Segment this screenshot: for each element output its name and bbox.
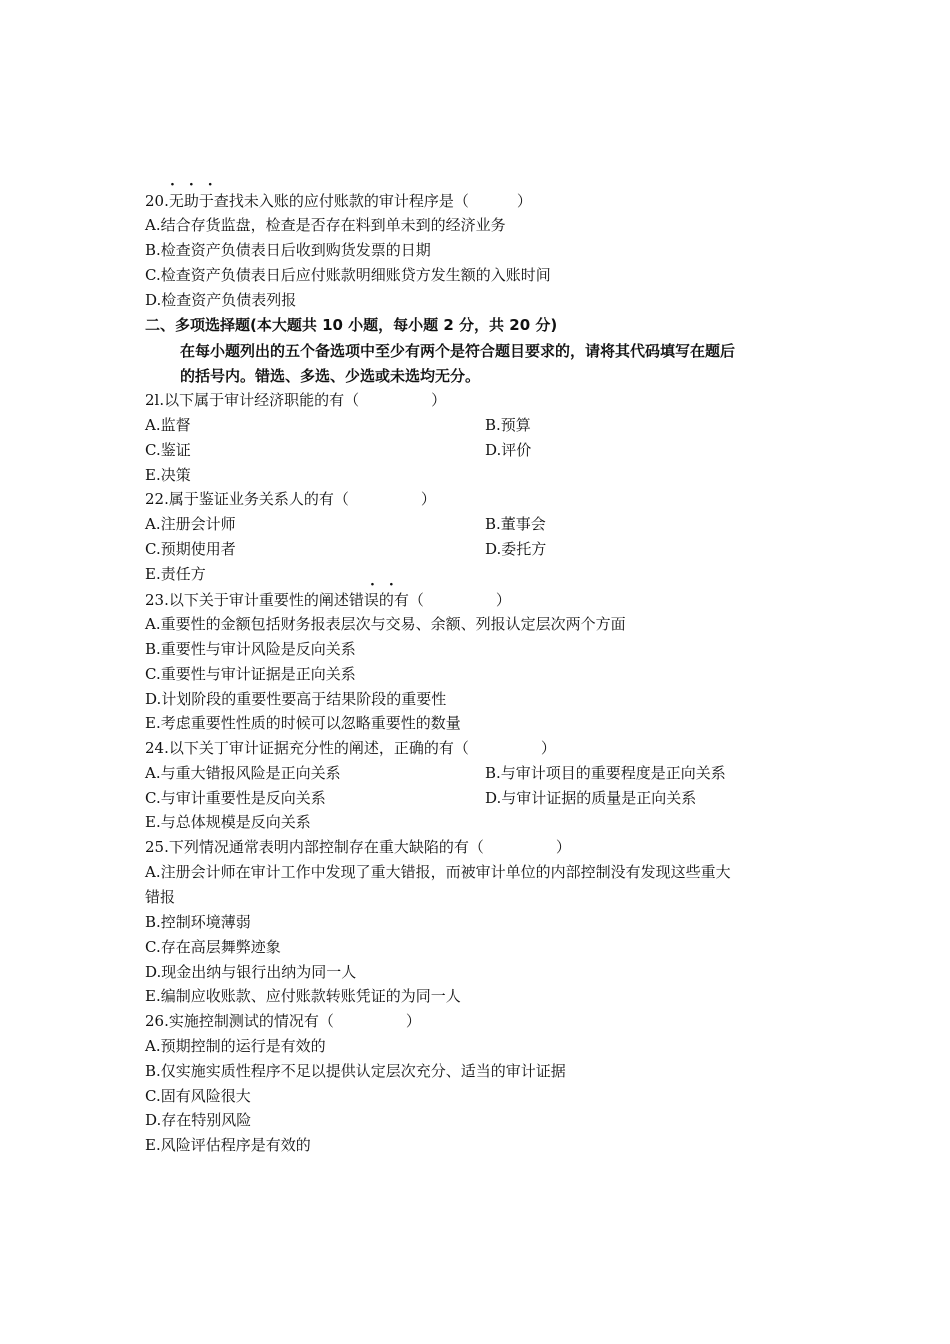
option-e: E.编制应收账款、应付账款转账凭证的为同一人 [145,987,461,1005]
option-a: A.与重大错报风险是正向关系 [145,764,341,782]
option-c: C.重要性与审计证据是正向关系 [145,665,356,683]
section-instructions: 的括号内。错选、多选、少选或未选均无分。 [180,367,481,385]
section-title: 二、多项选择题(本大题共 10 小题，每小题 2 分，共 20 分) [145,316,558,334]
option-b: B.董事会 [485,515,546,533]
option-a: A.监督 [145,416,191,434]
option-a-continued: 错报 [145,888,176,906]
question-stem: 20.无助于查找未入账的应付账款的审计程序是（ [145,192,469,210]
option-b: B.仅实施实质性程序不足以提供认定层次充分、适当的审计证据 [145,1062,566,1080]
option-c: C.检查资产负债表日后应付账款明细账贷方发生额的入账时间 [145,266,551,284]
question-stem: 24.以下关丁审计证据充分性的阐述，正确的有（ [145,739,469,757]
option-c: C.与审计重要性是反向关系 [145,789,326,807]
option-d: D.委托方 [485,540,547,558]
option-c: C.存在高层舞弊迹象 [145,938,281,956]
option-c: C.鉴证 [145,441,191,459]
question-stem: 2l.以下属于审计经济职能的有（ [145,391,360,409]
option-d: D.计划阶段的重要性要高于结果阶段的重要性 [145,690,447,708]
question-stem: 23.以下关于审计重要性的阐述错误的有（ [145,591,424,609]
option-a: A.注册会计师在审计工作中发现了重大错报，而被审计单位的内部控制没有发现这些重大 [145,863,731,881]
section-instructions: 在每小题列出的五个备选项中至少有两个是符合题目要求的，请将其代码填写在题后 [180,342,736,360]
option-e: E.责任方 [145,565,206,583]
option-b: B.重要性与审计风险是反向关系 [145,640,356,658]
option-b: B.控制环境薄弱 [145,913,251,931]
question-25: 25.下列情况通常表明内部控制存在重大缺陷的有（ ） [145,838,571,856]
question-22: 22.属于鉴证业务关系人的有（ ） [145,490,436,508]
option-e: E.决策 [145,466,191,484]
option-a: A.预期控制的运行是有效的 [145,1037,326,1055]
question-23: 23.以下关于审计重要性的阐述错误的有（ ） [145,591,511,609]
option-a: A.注册会计师 [145,515,236,533]
option-a: A.结合存货监盘，检查是否存在料到单未到的经济业务 [145,216,506,234]
question-21: 2l.以下属于审计经济职能的有（ ） [145,391,447,409]
option-b: B.预算 [485,416,531,434]
option-a: A.重要性的金额包括财务报表层次与交易、余额、列报认定层次两个方面 [145,615,626,633]
emphasis-dots: ·· [370,577,408,593]
emphasis-dots: ··· [170,177,227,193]
option-c: C.预期使用者 [145,540,236,558]
question-20: 20.无助于查找未入账的应付账款的审计程序是（ ） [145,192,532,210]
question-stem: 26.实施控制测试的情况有（ [145,1012,334,1030]
option-c: C.固有风险很大 [145,1087,251,1105]
option-d: D.现金出纳与银行出纳为同一人 [145,963,357,981]
option-e: E.考虑重要性性质的时候可以忽略重要性的数量 [145,714,461,732]
option-d: D.存在特别风险 [145,1111,252,1129]
question-26: 26.实施控制测试的情况有（ ） [145,1012,421,1030]
question-stem: 22.属于鉴证业务关系人的有（ [145,490,349,508]
question-stem: 25.下列情况通常表明内部控制存在重大缺陷的有（ [145,838,484,856]
option-d: D.评价 [485,441,532,459]
question-24: 24.以下关丁审计证据充分性的阐述，正确的有（ ） [145,739,556,757]
option-d: D.与审计证据的质量是正向关系 [485,789,697,807]
option-e: E.与总体规模是反向关系 [145,813,311,831]
option-b: B.检查资产负债表日后收到购货发票的日期 [145,241,431,259]
option-e: E.风险评估程序是有效的 [145,1136,311,1154]
option-d: D.检查资产负债表列报 [145,291,297,309]
option-b: B.与审计项目的重要程度是正向关系 [485,764,726,782]
